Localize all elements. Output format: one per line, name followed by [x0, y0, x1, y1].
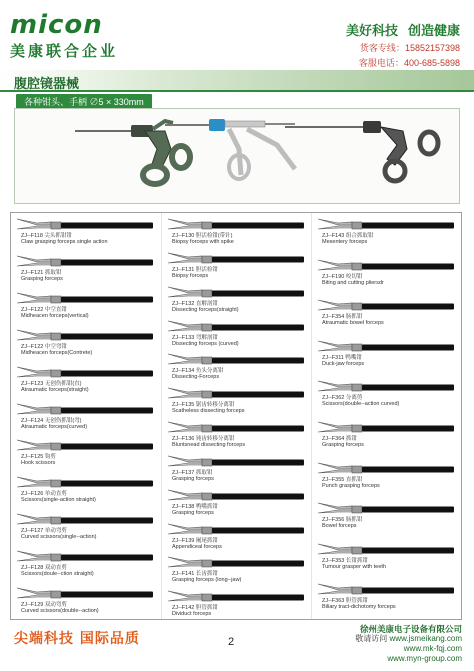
- forceps-tip-icon: [316, 459, 458, 477]
- item-english-name: Biliary tract-dichotomy forceps: [322, 604, 396, 611]
- footer-visit-label: 敬请访问: [355, 634, 388, 643]
- footer-web-b: www.mk-fqj.com: [403, 644, 462, 653]
- item-english-name: Scatheless dissecting forceps: [172, 408, 245, 415]
- item-english-name: Curved scissors(double--action): [21, 608, 99, 615]
- catalog-column-1: [11, 213, 161, 619]
- catalog-item: [166, 520, 311, 554]
- page-footer: [0, 622, 474, 671]
- item-code: ZJ--F134 鱼头分离钳: [172, 368, 224, 375]
- item-code: ZJ--F132 直解剖钳: [172, 300, 218, 307]
- item-english-name: Duck-jaw forceps: [322, 360, 365, 367]
- contact-a-label: 货客专线：: [359, 43, 405, 53]
- item-code: ZJ--F356 肠抓钳: [322, 517, 363, 524]
- item-english-name: Mesentery forceps: [322, 239, 368, 245]
- catalog-item: [166, 486, 311, 520]
- forceps-tip-icon: [316, 296, 458, 314]
- forceps-tip-icon: [166, 486, 308, 504]
- item-code: ZJ--F141 长齿抓钳: [172, 571, 218, 578]
- footer-web-line-a: [355, 634, 462, 644]
- catalog-item: [316, 540, 461, 581]
- catalog-item: [316, 337, 461, 378]
- catalog-item: [15, 252, 160, 289]
- catalog-item: [316, 256, 461, 297]
- catalog-item: [316, 499, 461, 540]
- instrument-3: [285, 121, 438, 181]
- section-subtitle: 各种钳头、手柄 ∅5 × 330mm: [16, 94, 152, 109]
- forceps-tip-icon: [166, 350, 308, 368]
- catalog-column-3: [311, 213, 461, 619]
- page-header: [0, 0, 474, 70]
- item-english-name: Biting and cutting pliersdr: [322, 279, 384, 286]
- item-code: ZJ--F121 抓取钳: [21, 269, 62, 276]
- forceps-tip-icon: [15, 400, 157, 418]
- item-english-name: Atraumatic forceps(curved): [21, 423, 88, 430]
- footer-contact: [355, 624, 462, 664]
- forceps-tip-icon: [166, 520, 308, 538]
- forceps-tip-icon: [316, 256, 458, 274]
- header-slogan-box: [346, 20, 460, 69]
- forceps-tip-icon: [166, 249, 308, 267]
- section-title: 腹腔镜器械: [14, 77, 80, 92]
- brand-logo: [10, 12, 118, 61]
- contact-b-value: 400-685-5898: [403, 58, 460, 68]
- item-code: ZJ--F362 分离剪: [322, 395, 363, 402]
- item-english-name: Grasping forceps: [172, 475, 214, 482]
- catalog-item: [316, 296, 461, 337]
- item-english-name: Claw grasping forceps single action: [21, 239, 108, 245]
- item-english-name: Appendiceal forceps: [172, 543, 222, 550]
- item-english-name: Grasping forceps: [21, 275, 63, 282]
- forceps-tip-icon: [166, 553, 308, 571]
- catalog-column-2: [161, 213, 311, 619]
- item-english-name: Tumour grasper with teeth: [322, 563, 386, 570]
- forceps-tip-icon: [15, 215, 157, 233]
- forceps-tip-icon: [15, 363, 157, 381]
- logo-company-name: 美康联合企业: [10, 42, 119, 60]
- item-english-name: Grasping forceps: [322, 442, 364, 448]
- catalog-item: [15, 510, 160, 547]
- item-code: ZJ--F118 尖头抓钳钳: [21, 233, 72, 239]
- catalog-item: [316, 459, 461, 500]
- item-code: ZJ--F143 组合抓取钳: [322, 233, 374, 239]
- item-code: ZJ--F142 胆管抓钳: [172, 605, 218, 612]
- forceps-tip-icon: [316, 580, 458, 598]
- forceps-tip-icon: [15, 289, 157, 307]
- catalog-item: [316, 418, 461, 459]
- catalog-item: [15, 289, 160, 326]
- item-code: ZJ--F124 无创伤抓钳(弯): [21, 417, 82, 424]
- item-english-name: Biopsy forceps: [172, 272, 209, 279]
- forceps-tip-icon: [316, 418, 458, 436]
- page-number: 2: [228, 636, 235, 648]
- item-code: ZJ--F126 单动直剪: [21, 491, 67, 498]
- item-english-name: Scissors(double--action curved): [322, 401, 400, 408]
- forceps-tip-icon: [15, 547, 157, 565]
- footer-web-c: www.myn-group.com: [387, 654, 462, 663]
- item-english-name: Bluntsnead dissecting forceps: [172, 442, 246, 448]
- catalog-item: [316, 377, 461, 418]
- item-english-name: Dissecting forceps(straight): [172, 306, 239, 313]
- catalog-item: [15, 584, 160, 621]
- catalog-item: [15, 326, 160, 363]
- forceps-tip-icon: [166, 418, 308, 436]
- footer-web-a: www.jsmeikang.com: [389, 634, 462, 643]
- forceps-tip-icon: [15, 436, 157, 454]
- forceps-tip-icon: [166, 452, 308, 470]
- catalog-item: [166, 384, 311, 418]
- item-english-name: Midheacen forceps(vertical): [21, 312, 89, 319]
- catalog-item: [166, 553, 311, 587]
- slogan-part-a: 美好科技: [345, 24, 398, 39]
- catalog-item: [166, 452, 311, 486]
- catalog-item: [166, 249, 311, 283]
- instrument-1: [75, 121, 190, 184]
- item-code: ZJ--F131 胆活检钳: [172, 266, 218, 273]
- item-english-name: Dissecting-Forceps: [172, 374, 220, 381]
- catalog-item: [316, 580, 461, 621]
- item-english-name: Hook scissors: [21, 460, 56, 467]
- catalog-item: [166, 215, 311, 249]
- contact-b-label: 客服电话：: [358, 58, 404, 68]
- contact-line-a: [346, 43, 460, 54]
- forceps-tip-icon: [166, 215, 308, 233]
- forceps-tip-icon: [316, 540, 458, 558]
- item-code: ZJ--F122 中空弯钳: [21, 343, 67, 350]
- item-code: ZJ--F135 锯齿转移分离钳: [172, 402, 235, 409]
- catalog-item: [166, 418, 311, 452]
- item-code: ZJ--F137 抓取钳: [172, 469, 213, 476]
- item-english-name: Dividuct forceps: [172, 611, 212, 618]
- item-code: ZJ--F363 胆管抓钳: [322, 598, 368, 605]
- forceps-tip-icon: [15, 326, 157, 344]
- forceps-tip-icon: [15, 584, 157, 602]
- catalog-item: [15, 363, 160, 400]
- item-code: ZJ--F130 胆活检钳(带针): [172, 233, 233, 239]
- footer-slogan: 尖端科技 国际品质: [14, 631, 140, 647]
- item-code: ZJ--F139 阑尾抓钳: [172, 537, 218, 544]
- logo-word: micon: [10, 10, 103, 40]
- catalog-item: [166, 350, 311, 384]
- item-code: ZJ--F127 单动弯剪: [21, 528, 67, 535]
- catalog-item: [166, 283, 311, 317]
- item-code: ZJ--F364 抓钳: [322, 436, 357, 442]
- header-slogan: [346, 20, 460, 39]
- item-english-name: Atraumatic bowel forceps: [322, 320, 384, 327]
- instruments-illustration: [15, 109, 459, 203]
- item-english-name: Grasping forceps: [172, 509, 214, 516]
- item-code: ZJ--F354 肠抓钳: [322, 314, 363, 321]
- item-english-name: Grasping forceps (long--jaw): [172, 577, 242, 584]
- item-english-name: Scissors(doule--ction straight): [21, 571, 94, 578]
- contact-a-value: 15852157398: [404, 43, 460, 53]
- forceps-tip-icon: [316, 377, 458, 395]
- forceps-tip-icon: [166, 587, 308, 605]
- item-code: ZJ--F128 双动直剪: [21, 565, 67, 572]
- item-english-name: Curved scissors(single--action): [21, 534, 97, 541]
- item-code: ZJ--F122 中空直钳: [21, 306, 67, 313]
- product-photo: [14, 108, 460, 204]
- catalog-item: [15, 400, 160, 437]
- footer-company: 徐州美康电子设备有限公司: [359, 624, 462, 634]
- item-code: ZJ--F133 弯解剖钳: [172, 334, 218, 341]
- item-code: ZJ--F129 双动弯剪: [21, 602, 67, 609]
- forceps-tip-icon: [166, 317, 308, 335]
- forceps-tip-icon: [15, 252, 157, 270]
- forceps-tip-icon: [166, 283, 308, 301]
- forceps-tip-icon: [15, 510, 157, 528]
- item-code: ZJ--F355 直抓钳: [322, 476, 363, 483]
- item-code: ZJ--F353 长钳抓钳: [322, 557, 368, 564]
- contact-line-b: [346, 58, 460, 69]
- forceps-tip-icon: [316, 499, 458, 517]
- item-english-name: Atraumatic forceps(straight): [21, 386, 89, 393]
- item-code: ZJ--F136 钝齿转移分离钳: [172, 436, 235, 442]
- catalog-item: [166, 317, 311, 351]
- item-english-name: Biopsy forceps with spike: [172, 239, 234, 245]
- forceps-tip-icon: [316, 337, 458, 355]
- item-english-name: Bowel forceps: [322, 523, 357, 530]
- forceps-tip-icon: [15, 473, 157, 491]
- instrument-catalog: [10, 212, 462, 620]
- item-code: ZJ--F190 咬切钳: [322, 273, 363, 280]
- item-code: ZJ--F125 钩剪: [21, 454, 56, 461]
- item-code: ZJ--F311 鸭嘴钳: [322, 354, 362, 361]
- catalog-item: [316, 215, 461, 256]
- item-english-name: Dissecting forceps (curved): [172, 340, 239, 347]
- catalog-item: [15, 547, 160, 584]
- catalog-item: [15, 436, 160, 473]
- slogan-part-b: 创造健康: [407, 24, 460, 39]
- catalog-item: [15, 473, 160, 510]
- item-code: ZJ--F123 无创伤抓钳(直): [21, 380, 82, 387]
- forceps-tip-icon: [316, 215, 458, 233]
- item-english-name: Midheacen forceps(Contrete): [21, 349, 93, 356]
- catalog-item: [166, 587, 311, 621]
- forceps-tip-icon: [166, 384, 308, 402]
- item-english-name: Scissors(single-action straight): [21, 497, 96, 504]
- item-code: ZJ--F138 鸭嘴抓钳: [172, 503, 218, 510]
- item-english-name: Punch grasping forceps: [322, 482, 380, 489]
- catalog-item: [15, 215, 160, 252]
